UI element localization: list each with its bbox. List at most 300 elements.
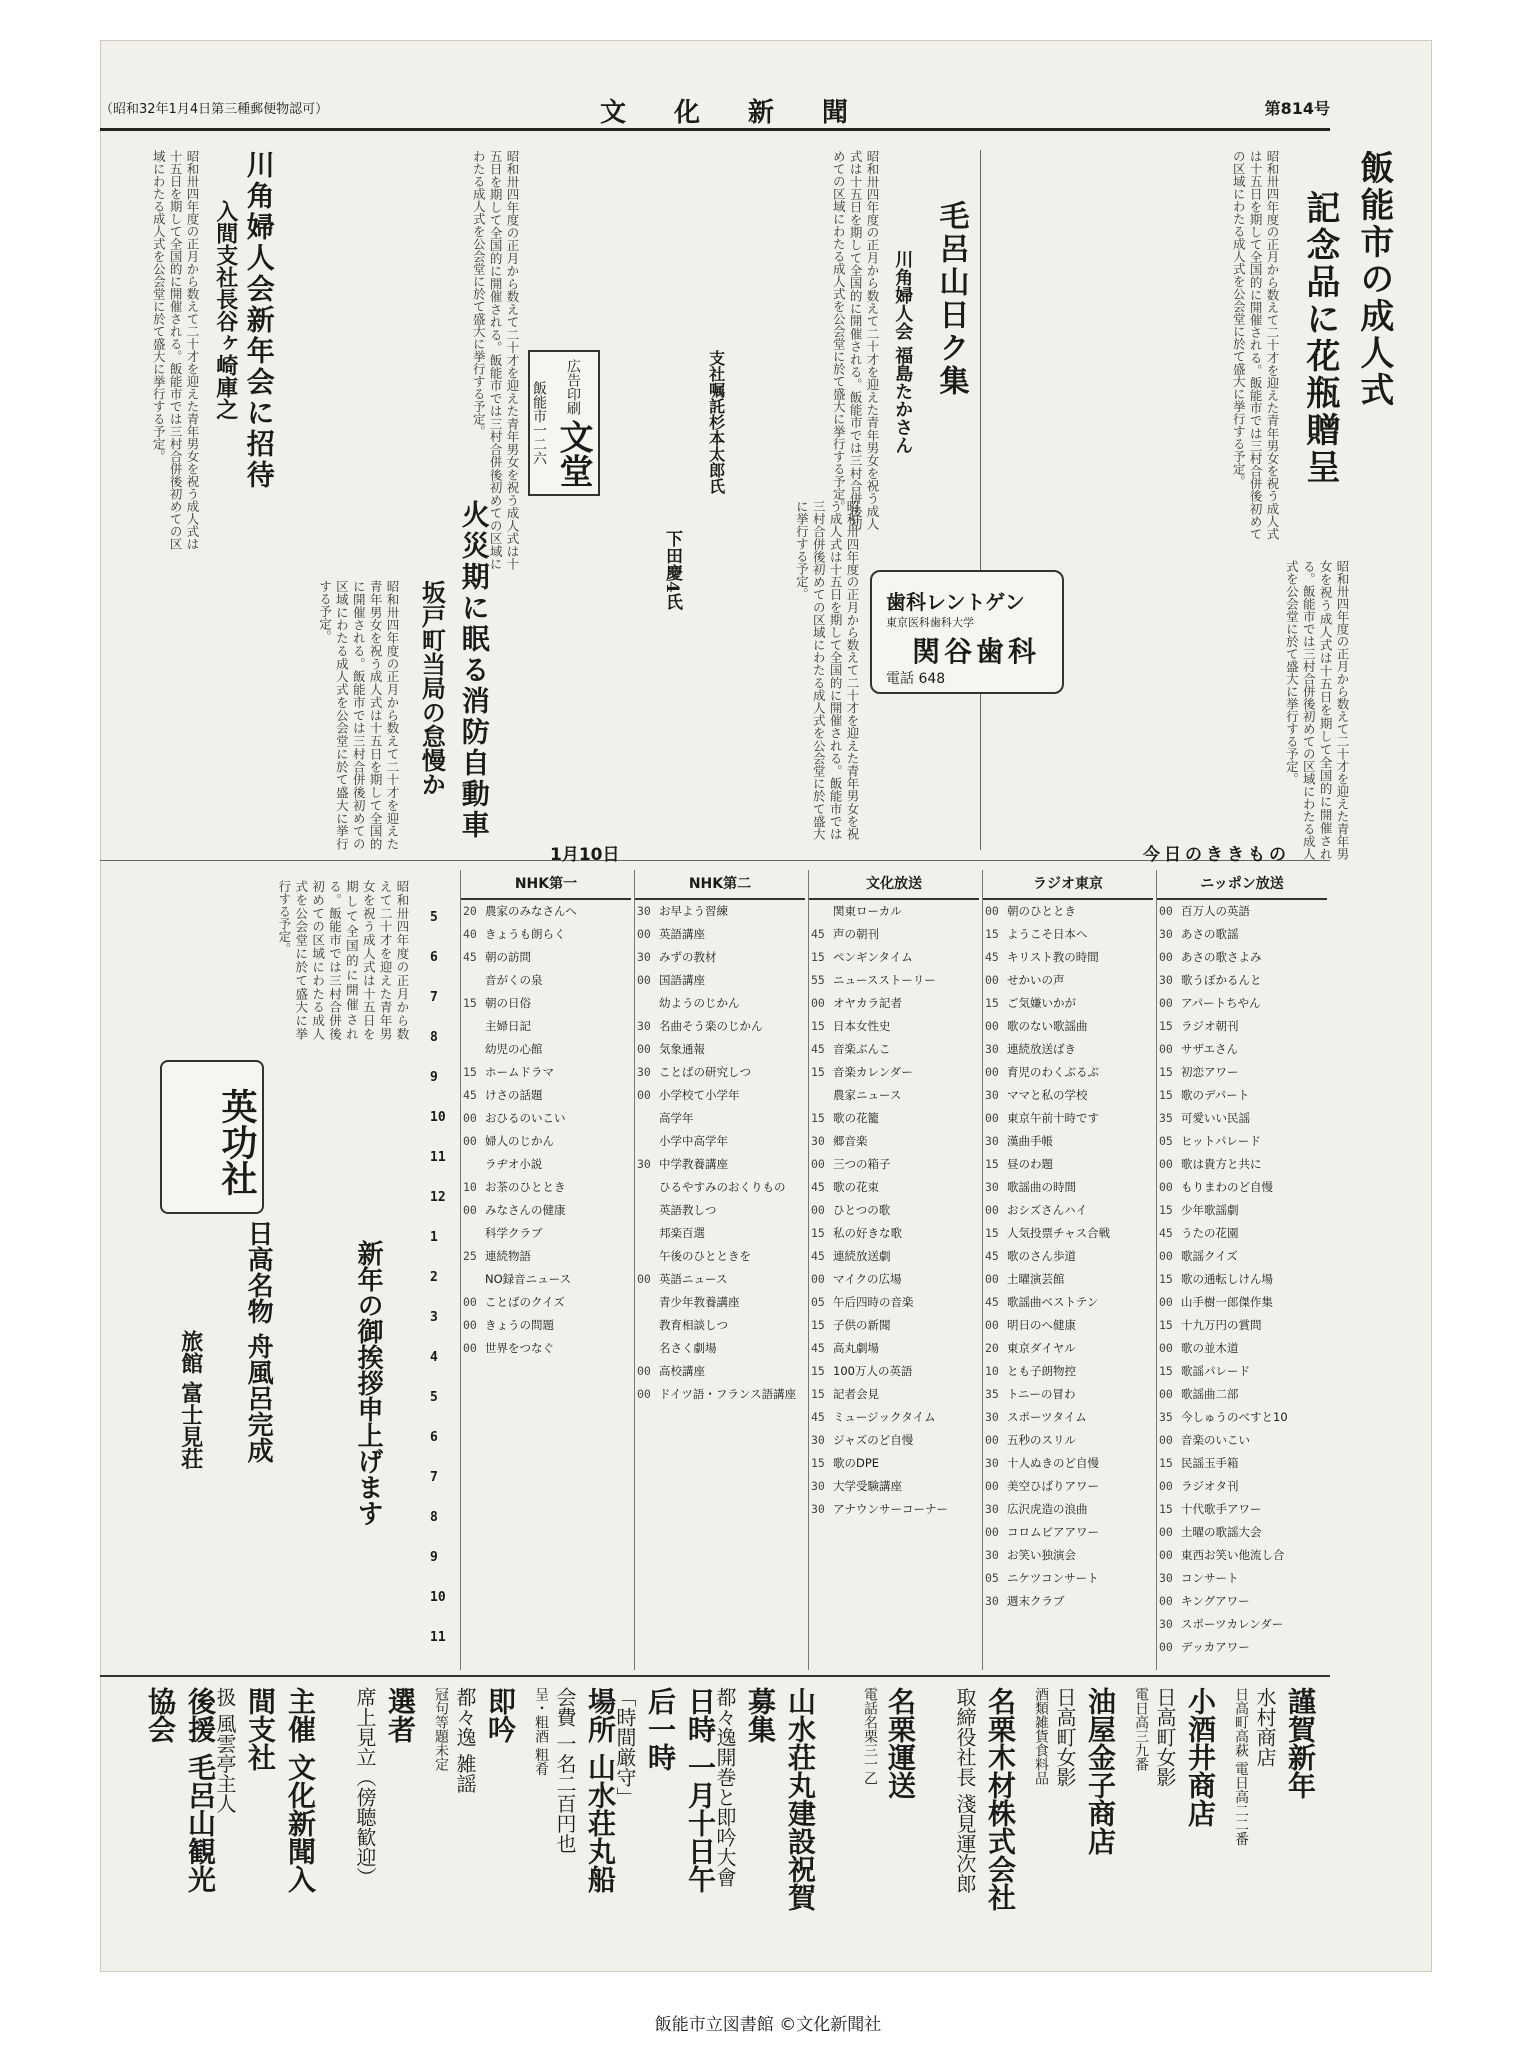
article-shimoda-name: 下田慶4氏	[661, 530, 682, 610]
program-item	[461, 1061, 631, 1084]
program-item	[809, 1199, 979, 1222]
program-item	[1157, 1153, 1327, 1176]
article-mozaemon-headline: 毛呂山日ク集	[933, 200, 969, 398]
program-time: 05	[985, 1571, 999, 1585]
ad-eikousha	[160, 1060, 264, 1214]
program-item	[461, 1268, 631, 1291]
program-title: けさの話題	[485, 1088, 543, 1102]
program-item	[809, 923, 979, 946]
program-item	[809, 1360, 979, 1383]
program-item	[983, 946, 1153, 969]
program-time: 15	[1159, 1364, 1173, 1378]
channel-name: NHK第一	[461, 870, 631, 900]
program-title: とも子朗物控	[1007, 1364, 1076, 1378]
schedule-hour: 10	[430, 1110, 446, 1125]
program-title: 歌の並木道	[1181, 1341, 1239, 1355]
program-time: 30	[985, 1456, 999, 1470]
program-time: 45	[985, 1295, 999, 1309]
program-item	[461, 1130, 631, 1153]
bottom-ad	[531, 1687, 620, 1917]
program-title: おシズさんハイ	[1007, 1203, 1088, 1217]
program-item	[983, 1199, 1153, 1222]
program-time: 00	[1159, 1042, 1173, 1056]
program-time: 00	[1159, 904, 1173, 918]
program-time: 00	[985, 1525, 999, 1539]
program-item	[1157, 1498, 1327, 1521]
program-title: おひるのいこい	[485, 1111, 566, 1125]
channel-name: NHK第二	[635, 870, 805, 900]
program-time: 35	[1159, 1111, 1173, 1125]
program-item	[1157, 1429, 1327, 1452]
program-title: 週末クラブ	[1007, 1594, 1065, 1608]
program-title: きょうの問題	[485, 1318, 554, 1332]
program-item	[809, 1498, 979, 1521]
program-item	[983, 1107, 1153, 1130]
program-title: ラヂオ小説	[485, 1157, 543, 1171]
program-item	[983, 923, 1153, 946]
program-item	[809, 1015, 979, 1038]
schedule-hour: 11	[430, 1150, 446, 1165]
program-time: 00	[1159, 996, 1173, 1010]
ad-eikou-big: 英功社	[216, 1088, 257, 1196]
program-time: 15	[985, 996, 999, 1010]
program-item	[635, 1291, 805, 1314]
program-time: 30	[985, 1410, 999, 1424]
program-time: 15	[1159, 1203, 1173, 1217]
program-time: 15	[1159, 1019, 1173, 1033]
program-time: 15	[985, 1226, 999, 1240]
program-item	[635, 1107, 805, 1130]
ad-print-line2: 飯能市一二六	[531, 381, 547, 465]
program-time: 00	[1159, 1548, 1173, 1562]
program-title: ドイツ語・フランス語講座	[659, 1387, 797, 1401]
program-item	[1157, 1245, 1327, 1268]
program-title: きょうも朗らく	[485, 927, 566, 941]
program-title: 高学年	[659, 1111, 694, 1125]
bottom-ad-mid: 会費 一名二百円也	[553, 1687, 577, 1854]
bottom-ad-mid: 「時間厳守」	[613, 1687, 637, 1807]
bottom-ad-mid: 水村商店	[1253, 1687, 1277, 1767]
bottom-ad	[211, 1687, 320, 1917]
program-title: 初恋アワー	[1181, 1065, 1239, 1079]
program-item	[461, 969, 631, 992]
article-fujinkai-headline-2: 入間支社長谷ヶ崎庫之	[212, 200, 239, 420]
program-title: 十代歌手アワー	[1181, 1502, 1262, 1516]
program-title: あさの歌謡	[1181, 927, 1239, 941]
program-item	[983, 1061, 1153, 1084]
program-time: 30	[811, 1433, 825, 1447]
program-time: 00	[637, 1088, 651, 1102]
program-item	[1157, 1544, 1327, 1567]
schedule-channel	[634, 870, 805, 1670]
program-title: 歌謡曲ベストテン	[1007, 1295, 1099, 1309]
program-item	[809, 1337, 979, 1360]
program-item	[635, 1038, 805, 1061]
article-center-body: 昭和卅四年度の正月から数えて二十才を迎えた青年男女を祝う成人式は十五日を期して全国的に開催される。飯能市では三村合併後初めての区域にわたる成人式を公会堂に於て盛大に挙行する予定。	[794, 500, 860, 840]
program-time: 00	[811, 1203, 825, 1217]
program-title: みずの教材	[659, 950, 717, 964]
program-title: ひとつの歌	[833, 1203, 891, 1217]
ad-sekiya-dental	[870, 570, 1064, 694]
program-time: 15	[811, 1318, 825, 1332]
program-title: 幼児の心館	[485, 1042, 543, 1056]
program-title: 歌謡クイズ	[1181, 1249, 1238, 1263]
program-item	[1157, 923, 1327, 946]
article-fujinkai-body: 昭和卅四年度の正月から数えて二十才を迎えた青年男女を祝う成人式は十五日を期して全国的に開催される。飯能市では三村合併後初めての区域にわたる成人式を公会堂に於て盛大に挙行する予定。	[151, 150, 200, 550]
program-item	[635, 969, 805, 992]
program-title: ジャズのど自慢	[833, 1433, 914, 1447]
program-time: 30	[1159, 1617, 1173, 1631]
program-title: 朝の訪問	[485, 950, 531, 964]
program-title: 音がくの泉	[485, 973, 543, 987]
ad-bundo-print	[528, 350, 600, 496]
program-time: 30	[637, 1019, 651, 1033]
program-item	[635, 1360, 805, 1383]
program-title: 歌は貴方と共に	[1181, 1157, 1262, 1171]
schedule-hour: 9	[430, 1550, 438, 1565]
program-item	[635, 946, 805, 969]
program-item	[809, 1452, 979, 1475]
ad-hidaka: 日高名物 舟風呂完成	[243, 1220, 274, 1464]
program-time: 30	[985, 1548, 999, 1562]
program-title: 歌うぼかるんと	[1181, 973, 1262, 987]
program-item	[1157, 1383, 1327, 1406]
program-title: 歌の通転しけん場	[1181, 1272, 1273, 1286]
program-item	[983, 1176, 1153, 1199]
program-time: 30	[637, 1157, 651, 1171]
program-item	[1157, 1475, 1327, 1498]
program-item	[635, 1084, 805, 1107]
program-title: 世界をつなぐ	[485, 1341, 554, 1355]
program-item	[1157, 1337, 1327, 1360]
program-time: 30	[985, 1088, 999, 1102]
program-item	[983, 900, 1153, 923]
program-time: 00	[811, 996, 825, 1010]
program-title: 名曲そう楽のじかん	[659, 1019, 763, 1033]
program-item	[809, 1406, 979, 1429]
program-time: 00	[985, 904, 999, 918]
bottom-ad	[711, 1687, 820, 1917]
bottom-ad-strong: 山水荘丸建設祝賀募集	[744, 1687, 817, 1911]
program-time: 15	[1159, 1088, 1173, 1102]
program-title: 国語講座	[659, 973, 705, 987]
program-time: 15	[811, 1387, 825, 1401]
program-time: 00	[985, 1019, 999, 1033]
program-title: 土曜の歌謡大会	[1181, 1525, 1262, 1539]
program-time: 35	[985, 1387, 999, 1401]
program-title: 声の朝刊	[833, 927, 879, 941]
program-item	[809, 1314, 979, 1337]
program-title: お笑い独演会	[1007, 1548, 1076, 1562]
program-title: サザエさん	[1181, 1042, 1239, 1056]
program-item	[1157, 1590, 1327, 1613]
program-item	[635, 1153, 805, 1176]
schedule-heading: 今日のききもの	[1143, 845, 1290, 865]
program-item	[983, 1567, 1153, 1590]
schedule-hour: 6	[430, 1430, 438, 1445]
program-title: ようこそ日本へ	[1007, 927, 1088, 941]
program-title: キリスト教の時間	[1007, 950, 1099, 964]
program-title: 東西お笑い他流し合	[1181, 1548, 1285, 1562]
program-time: 00	[1159, 1157, 1173, 1171]
article-left-lower-body: 昭和卅四年度の正月から数えて二十才を迎えた青年男女を祝う成人式は十五日を期して全国的に開催される。飯能市では三村合併後初めての区域にわたる成人式を公会堂に於て盛大に挙行する予定。	[276, 880, 410, 1040]
program-item	[461, 923, 631, 946]
program-title: マイクの広場	[833, 1272, 902, 1286]
program-time: 45	[985, 1249, 999, 1263]
schedule-hour: 5	[430, 910, 438, 925]
program-title: 主婦日記	[485, 1019, 531, 1033]
program-item	[1157, 1406, 1327, 1429]
program-time: 00	[463, 1203, 477, 1217]
program-time: 30	[1159, 927, 1173, 941]
program-item	[983, 1222, 1153, 1245]
program-item	[461, 1245, 631, 1268]
program-item	[1157, 969, 1327, 992]
program-item	[983, 1429, 1153, 1452]
program-time: 30	[985, 1180, 999, 1194]
program-item	[635, 1314, 805, 1337]
program-title: 連続放送ばき	[1007, 1042, 1076, 1056]
program-time: 00	[1159, 1295, 1173, 1309]
program-item	[983, 1406, 1153, 1429]
program-item	[461, 1038, 631, 1061]
program-title: 朝のひととき	[1007, 904, 1076, 918]
bottom-ad-mid: 席上見立（傍聴歓迎）	[353, 1687, 377, 1887]
program-time: 15	[463, 1065, 477, 1079]
bottom-ad-strong: 名栗木材株式会社	[984, 1687, 1017, 1911]
program-title: デッカアワー	[1181, 1640, 1250, 1654]
program-time: 30	[637, 1065, 651, 1079]
program-title: 昼のわ題	[1007, 1157, 1053, 1171]
program-title: 科学クラブ	[485, 1226, 543, 1240]
program-title: 連続放送劇	[833, 1249, 891, 1263]
ad-dental-phone: 電話 648	[886, 671, 946, 687]
program-title: 可愛いい民謡	[1181, 1111, 1250, 1125]
program-item	[809, 1084, 979, 1107]
program-item	[635, 1015, 805, 1038]
program-time: 00	[463, 1134, 477, 1148]
footer-credit: 飯能市立図書館 ©文化新聞社	[654, 2015, 882, 2035]
ad-shinnen: 新年の御挨拶申上げます	[353, 1240, 384, 1526]
program-title: あさの歌さよみ	[1181, 950, 1262, 964]
program-title: 子供の新聞	[833, 1318, 891, 1332]
program-time: 15	[811, 1111, 825, 1125]
program-title: 郷音楽	[833, 1134, 868, 1148]
program-title: 山手樹一郎傑作集	[1181, 1295, 1273, 1309]
program-time: 30	[985, 1042, 999, 1056]
program-item	[983, 1291, 1153, 1314]
program-title: 午后四時の音楽	[833, 1295, 914, 1309]
program-title: トニーの冒わ	[1007, 1387, 1076, 1401]
bottom-ad-strong: 名栗運送	[884, 1687, 917, 1799]
program-title: 英語教しつ	[659, 1203, 717, 1217]
program-title: 少年歌謡劇	[1181, 1203, 1239, 1217]
article-sugiyama-name: 支社嘱託杉本太郎氏	[706, 350, 726, 494]
ad-dental-name: 関谷歯科	[912, 635, 1041, 668]
bottom-ad-small: 電話名栗三一乙	[862, 1687, 878, 1785]
program-item	[1157, 1636, 1327, 1659]
program-time: 00	[637, 973, 651, 987]
program-title: 私の好きな歌	[833, 1226, 902, 1240]
program-time: 20	[463, 904, 477, 918]
program-time: 30	[1159, 973, 1173, 987]
program-title: ラジオタ刊	[1181, 1479, 1239, 1493]
program-time: 00	[985, 973, 999, 987]
program-time: 45	[463, 1088, 477, 1102]
program-title: ペンギンタイム	[833, 950, 913, 964]
program-item	[1157, 1314, 1327, 1337]
program-item	[809, 992, 979, 1015]
schedule-hour: 5	[430, 1390, 438, 1405]
program-title: 名さく劇場	[659, 1341, 717, 1355]
program-item	[635, 992, 805, 1015]
bottom-ad	[611, 1687, 720, 1917]
schedule-hour: 9	[430, 1070, 438, 1085]
masthead-date: （昭和32年1月4日第三種郵便物認可）	[100, 102, 329, 117]
schedule-hours	[430, 910, 458, 1670]
program-time: 00	[985, 1479, 999, 1493]
program-item	[983, 1475, 1153, 1498]
program-title: ヒットパレード	[1181, 1134, 1261, 1148]
program-time: 15	[1159, 1065, 1173, 1079]
program-item	[1157, 1038, 1327, 1061]
program-item	[461, 1107, 631, 1130]
program-time: 00	[463, 1341, 477, 1355]
program-title: 歌のデパート	[1181, 1088, 1250, 1102]
bottom-ad-small: 電日高三九番	[1133, 1687, 1149, 1771]
program-time: 00	[637, 1387, 651, 1401]
program-item	[635, 1245, 805, 1268]
schedule-channel	[808, 870, 979, 1670]
program-item	[1157, 1015, 1327, 1038]
bottom-ad-strong: 場所 山水荘丸船	[584, 1687, 617, 1893]
program-item	[635, 1337, 805, 1360]
program-time: 00	[1159, 1180, 1173, 1194]
program-time: 00	[463, 1295, 477, 1309]
program-title: コロムビアアワー	[1007, 1525, 1099, 1539]
program-time: 00	[985, 1272, 999, 1286]
program-time: 00	[637, 1272, 651, 1286]
program-title: アナウンサーコーナー	[833, 1502, 948, 1516]
program-title: 高丸劇場	[833, 1341, 879, 1355]
ad-print-big: 文堂	[553, 419, 593, 488]
schedule-hour: 4	[430, 1350, 438, 1365]
program-item	[1157, 1176, 1327, 1199]
program-item	[809, 1130, 979, 1153]
program-time: 15	[811, 1456, 825, 1470]
program-title: お早よう習練	[659, 904, 728, 918]
schedule-hour: 12	[430, 1190, 446, 1205]
program-title: 歌の花束	[833, 1180, 879, 1194]
program-item	[461, 1291, 631, 1314]
program-item	[809, 1176, 979, 1199]
program-title: 中学教養講座	[659, 1157, 728, 1171]
program-title: 農家ニュース	[833, 1088, 902, 1102]
program-item	[983, 969, 1153, 992]
program-title: 歌のさん歩道	[1007, 1249, 1076, 1263]
bottom-ad-strong: 後援 毛呂山観光協会	[144, 1687, 217, 1893]
program-item	[809, 1291, 979, 1314]
program-item	[635, 1383, 805, 1406]
program-time: 00	[1159, 950, 1173, 964]
program-item	[983, 1130, 1153, 1153]
program-title: せかいの声	[1007, 973, 1065, 987]
program-time: 00	[1159, 1249, 1173, 1263]
program-item	[809, 1475, 979, 1498]
program-time: 30	[811, 1134, 825, 1148]
program-time: 15	[1159, 1272, 1173, 1286]
program-time: 05	[1159, 1134, 1173, 1148]
program-time: 15	[811, 1065, 825, 1079]
program-item	[461, 1015, 631, 1038]
program-time: 00	[463, 1111, 477, 1125]
program-title: 広沢虎造の浪曲	[1007, 1502, 1088, 1516]
program-title: NO録音ニュース	[485, 1272, 572, 1286]
program-title: 婦人のじかん	[485, 1134, 554, 1148]
program-title: ことばの研究しつ	[659, 1065, 751, 1079]
bottom-ad-strong: 日時 一月十日午后一時	[644, 1687, 717, 1893]
program-title: お茶のひととき	[485, 1180, 566, 1194]
program-time: 30	[1159, 1571, 1173, 1585]
program-title: 土曜演芸館	[1007, 1272, 1065, 1286]
bottom-ad-mid: 日高町女影	[1153, 1687, 1177, 1787]
program-title: アパートちやん	[1181, 996, 1261, 1010]
program-item	[809, 1429, 979, 1452]
program-title: 100万人の英語	[833, 1364, 913, 1378]
program-title: 歌謡曲二部	[1181, 1387, 1239, 1401]
schedule-channel	[1156, 870, 1327, 1670]
program-time: 15	[985, 927, 999, 941]
program-title: 関東ローカル	[833, 904, 902, 918]
program-title: オヤカラ記者	[833, 996, 902, 1010]
program-item	[809, 1383, 979, 1406]
program-item	[983, 1590, 1153, 1613]
article-seijinshiki-headline-1: 飯能市の成人式	[1353, 150, 1394, 409]
program-item	[635, 1061, 805, 1084]
program-title: 十人ぬきのど自慢	[1007, 1456, 1099, 1470]
program-title: 青少年教養講座	[659, 1295, 740, 1309]
article-kasai-headline-2: 坂戸町当局の怠慢か	[417, 580, 447, 796]
program-title: 気象通報	[659, 1042, 705, 1056]
program-title: 東京ダイヤル	[1007, 1341, 1076, 1355]
program-time: 15	[463, 996, 477, 1010]
program-time: 45	[463, 950, 477, 964]
schedule-hour: 10	[430, 1590, 446, 1605]
radio-schedule	[430, 845, 1330, 1670]
program-title: スポーツカレンダー	[1181, 1617, 1284, 1631]
bottom-ad	[351, 1687, 420, 1917]
schedule-hour: 2	[430, 1270, 438, 1285]
program-item	[809, 1038, 979, 1061]
program-title: 小学校て小学年	[659, 1088, 740, 1102]
program-item	[809, 1107, 979, 1130]
article-fujinkai-headline-1: 川角婦人会新年会に招待	[242, 150, 276, 491]
ad-dental-line2: 東京医科歯科大学	[886, 616, 974, 629]
program-item	[461, 1314, 631, 1337]
program-item	[1157, 1061, 1327, 1084]
program-item	[461, 1222, 631, 1245]
program-time: 00	[811, 1272, 825, 1286]
program-title: ご気嫌いかが	[1007, 996, 1076, 1010]
program-item	[809, 1245, 979, 1268]
program-title: ホームドラマ	[485, 1065, 554, 1079]
program-time: 10	[463, 1180, 477, 1194]
program-title: 英語講座	[659, 927, 705, 941]
program-time: 30	[811, 1502, 825, 1516]
program-title: 高校講座	[659, 1364, 705, 1378]
channel-name: ニッポン放送	[1157, 870, 1327, 900]
program-time: 00	[985, 1203, 999, 1217]
